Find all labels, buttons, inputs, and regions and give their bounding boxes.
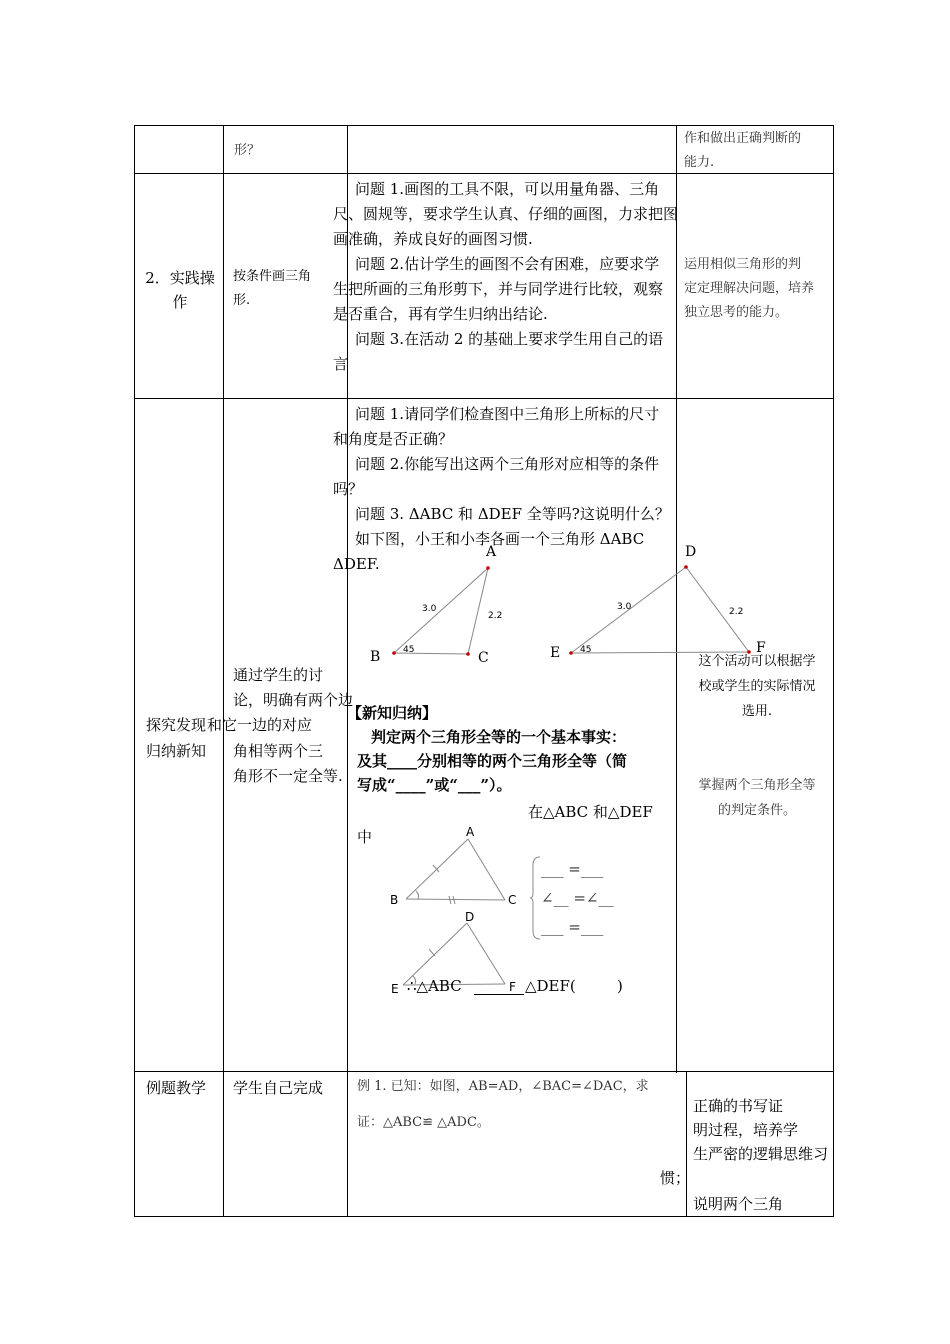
row3-activity-line-4: 角相等两个三 <box>233 742 324 760</box>
row3-stage-line-1: 探究发现 <box>146 716 207 734</box>
triangle-abc <box>394 568 488 654</box>
conclusion-right: △DEF( <box>525 977 576 995</box>
fig2-label-b: B <box>390 893 399 907</box>
row3-activity-line-3: 和它一边的对应 <box>207 716 313 734</box>
conclusion-end: ) <box>617 977 623 995</box>
row4-stage: 例题教学 <box>146 1079 207 1097</box>
row1-goal-line-1: 作和做出正确判断的 <box>684 131 802 146</box>
row2-goal-line-2: 定定理解决问题，培养 <box>684 281 815 296</box>
row4-content-line-1: 例 1. 已知：如图，AB=AD，∠BAC=∠DAC，求 <box>357 1079 649 1094</box>
label-d: D <box>685 544 697 560</box>
row2-content-line-5: 生把所画的三角形剪下，并与同学进行比较，观察 <box>333 280 664 298</box>
vertex-e-dot <box>569 651 573 655</box>
row2-content-line-1: 问题 1.画图的工具不限，可以用量角器、三角 <box>355 180 660 198</box>
vertex-a-dot <box>486 566 490 570</box>
label-de-length: 3.0 <box>617 602 632 612</box>
row4-content-line-2: 证：△ABC≌ △ADC。 <box>357 1115 490 1130</box>
row2-content-line-3: 画准确，养成良好的画图习惯. <box>333 230 533 248</box>
table-border-top <box>134 125 834 126</box>
row2-content-line-8: 言 <box>333 355 349 373</box>
row3-goal1-line-3: 选用. <box>741 704 773 719</box>
row3-goal2-line-1: 掌握两个三角形全等 <box>698 778 816 793</box>
in-triangles-text: 在△ABC 和△DEF <box>528 803 653 821</box>
summary-line-2: 及其____分别相等的两个三角形全等（简 <box>357 752 628 770</box>
row3-question-line-7: ΔDEF. <box>333 555 380 573</box>
row-divider-2 <box>134 398 834 399</box>
table-border-left <box>134 125 135 1217</box>
col-divider-3-lower <box>686 1071 687 1217</box>
row2-activity-line-1: 按条件画三角 <box>233 269 312 284</box>
row3-goal2-line-2: 的判定条件。 <box>717 803 796 818</box>
row2-content-line-4: 问题 2.估计学生的画图不会有困难，应要求学 <box>355 255 660 273</box>
row3-goal1-line-2: 校或学生的实际情况 <box>698 679 816 694</box>
label-angle-b: 45 <box>403 645 415 655</box>
conclusion-left: ∴△ABC <box>407 977 462 995</box>
row3-activity-line-1: 通过学生的讨 <box>233 666 324 684</box>
col-divider-1 <box>223 125 224 1217</box>
summary-line-1: 判定两个三角形全等的一个基本事实： <box>371 728 627 746</box>
row-divider-1 <box>134 173 834 174</box>
row3-question-line-4: 吗？ <box>333 480 364 498</box>
summary-line-3: 写成“____”或“___”）。 <box>357 776 512 794</box>
label-e: E <box>550 645 561 661</box>
table-border-bottom <box>134 1216 834 1217</box>
row4-goal-line-2: 明过程，培养学 <box>693 1121 799 1139</box>
row4-goal-line-3: 生严密的逻辑思维习 <box>693 1145 829 1163</box>
row2-goal-line-3: 独立思考的能力。 <box>684 305 789 320</box>
summary-title: 【新知归纳】 <box>347 704 438 722</box>
label-ab-length: 3.0 <box>422 604 437 614</box>
triangle-def <box>571 567 749 653</box>
row3-goal1-line-1: 这个活动可以根据学 <box>698 654 816 669</box>
condition-line-1: ___ =___ <box>541 860 604 878</box>
table-border-right <box>833 125 834 1217</box>
vertex-d-dot <box>684 565 688 569</box>
label-c: C <box>478 650 489 666</box>
fig2-label-d: D <box>465 910 475 924</box>
row3-question-line-2: 和角度是否正确？ <box>333 430 454 448</box>
row2-content-line-6: 是否重合，再有学生归纳出结论. <box>333 305 548 323</box>
row2-content-line-7: 问题 3.在活动 2 的基础上要求学生用自己的语 <box>355 330 664 348</box>
fig2-label-e: E <box>391 982 399 996</box>
row4-activity: 学生自己完成 <box>233 1079 324 1097</box>
conclusion-blank <box>474 994 524 995</box>
row2-goal-line-1: 运用相似三角形的判 <box>684 257 802 272</box>
row3-stage-line-2: 归纳新知 <box>146 742 207 760</box>
row1-goal-line-2: 能力. <box>684 155 715 170</box>
row3-question-line-1: 问题 1.请同学们检查图中三角形上所标的尺寸 <box>355 405 660 423</box>
label-df-length: 2.2 <box>729 607 744 617</box>
row3-activity-line-2: 论，明确有两个边 <box>233 691 354 709</box>
row1-activity-text: 形？ <box>234 143 261 158</box>
row3-question-line-6: 如下图，小王和小李各画一个三角形 ΔABC <box>355 530 645 548</box>
label-angle-e: 45 <box>580 645 592 655</box>
condition-line-3: ___ =___ <box>541 918 604 936</box>
row2-content-line-2: 尺、圆规等，要求学生认真、仔细的画图，力求把图 <box>333 205 679 223</box>
label-ac-length: 2.2 <box>488 611 503 621</box>
label-b: B <box>370 649 381 665</box>
label-f: F <box>756 640 766 656</box>
fig2-label-c: C <box>508 893 517 907</box>
fig2-label-f: F <box>509 980 516 994</box>
row4-goal-line-5: 说明两个三角 <box>693 1195 784 1213</box>
row2-stage-line-1: 2．实践操 <box>145 269 215 287</box>
vertex-c-dot <box>466 652 470 656</box>
row-divider-3 <box>134 1071 834 1072</box>
row3-question-line-3: 问题 2.你能写出这两个三角形对应相等的条件 <box>355 455 660 473</box>
row4-goal-line-4: 惯； <box>660 1169 691 1187</box>
fig2-label-a: A <box>466 825 475 839</box>
row2-stage-line-2: 作 <box>172 293 188 311</box>
condition-line-2: ∠__ =∠__ <box>541 889 614 907</box>
in-triangles-text-2: 中 <box>357 828 373 846</box>
label-a: A <box>486 544 497 560</box>
row3-activity-line-5: 角形不一定全等. <box>233 767 343 785</box>
row4-goal-line-1: 正确的书写证 <box>693 1097 784 1115</box>
row2-activity-line-2: 形. <box>233 293 251 308</box>
vertex-b-dot <box>392 651 396 655</box>
row3-question-line-5: 问题 3. ΔABC 和 ΔDEF 全等吗?这说明什么？ <box>355 505 670 523</box>
